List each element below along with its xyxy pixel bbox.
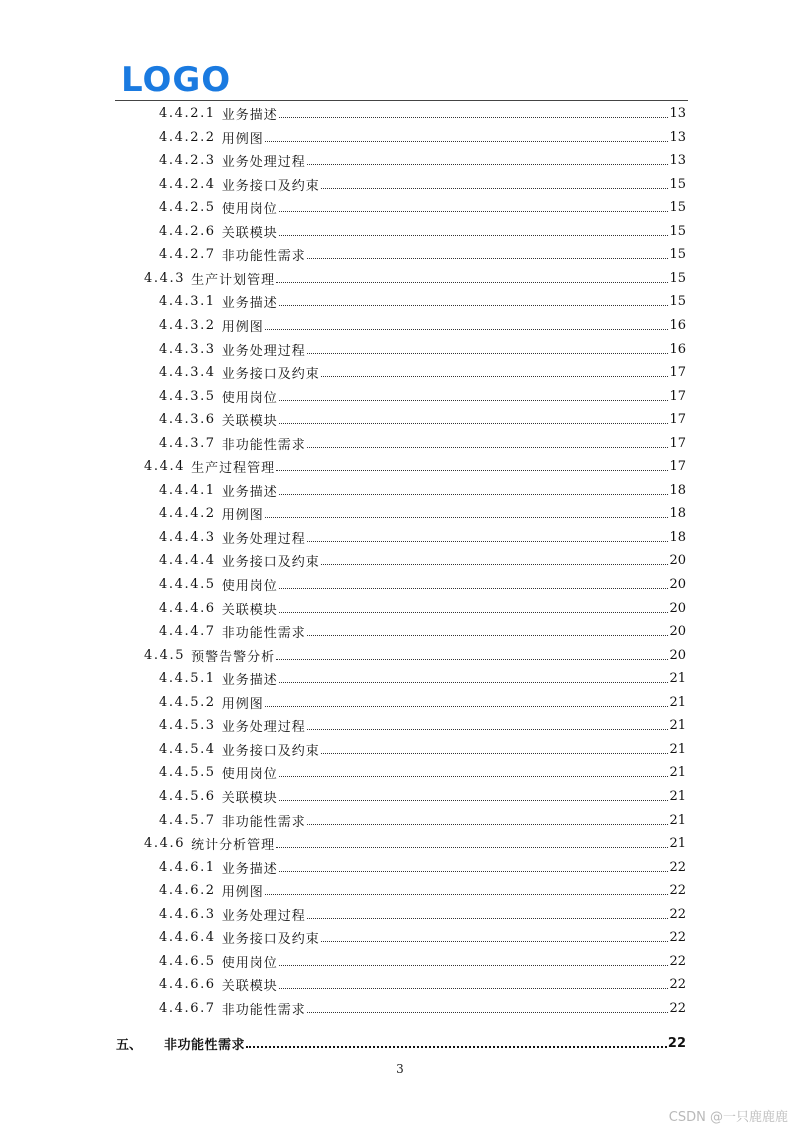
toc-leader-dots bbox=[265, 329, 669, 330]
toc-leader-dots bbox=[265, 894, 669, 895]
toc-leader-dots bbox=[265, 141, 669, 142]
toc-entry-page: 22 bbox=[669, 953, 686, 969]
toc-entry-title: 业务描述 bbox=[221, 673, 278, 689]
toc-entry-title: 统计分析管理 bbox=[191, 838, 276, 854]
toc-entry-number: 4.4.3.5 bbox=[159, 388, 216, 404]
toc-entry[interactable] bbox=[159, 126, 686, 149]
toc-entry-page: 20 bbox=[669, 553, 686, 569]
toc-entry-number: 4.4.3.2 bbox=[159, 318, 216, 333]
toc-entry[interactable] bbox=[159, 903, 686, 926]
toc-entry[interactable] bbox=[159, 597, 686, 620]
toc-leader-dots bbox=[307, 164, 669, 165]
toc-leader-dots bbox=[279, 117, 669, 118]
toc-entry[interactable] bbox=[159, 479, 686, 502]
toc-entry[interactable] bbox=[159, 408, 686, 431]
toc-entry[interactable] bbox=[159, 526, 686, 549]
toc-entry-title: 使用岗位 bbox=[221, 767, 278, 783]
toc-entry-page: 18 bbox=[669, 506, 686, 522]
toc-entry-title: 关联模块 bbox=[221, 602, 278, 618]
toc-entry-number: 4.4.3.1 bbox=[159, 294, 216, 310]
toc-entry-page: 21 bbox=[669, 718, 686, 734]
toc-entry-number: 4.4.4.1 bbox=[159, 482, 216, 498]
toc-entry[interactable] bbox=[159, 926, 686, 949]
toc-entry[interactable] bbox=[159, 361, 686, 384]
toc-leader-dots bbox=[307, 824, 669, 825]
toc-leader-dots bbox=[279, 400, 669, 401]
toc-leader-dots bbox=[279, 305, 669, 306]
watermark: CSDN @一只鹿鹿鹿 bbox=[668, 1110, 788, 1125]
toc-entry-page: 16 bbox=[669, 318, 686, 333]
toc-entry[interactable] bbox=[159, 785, 686, 808]
toc-leader-dots bbox=[276, 282, 668, 283]
toc-entry-number: 4.4.3.7 bbox=[159, 435, 216, 451]
toc-leader-dots bbox=[276, 847, 668, 848]
toc-entry-title: 业务处理过程 bbox=[221, 908, 306, 924]
toc-leader-dots bbox=[276, 470, 668, 471]
toc-entry-title: 用例图 bbox=[221, 508, 264, 524]
toc-entry-page: 17 bbox=[669, 435, 686, 451]
toc-entry-number: 4.4.4.3 bbox=[159, 529, 216, 545]
toc-entry-page: 17 bbox=[669, 412, 686, 428]
toc-entry-title: 使用岗位 bbox=[221, 955, 278, 971]
toc-entry[interactable] bbox=[159, 573, 686, 596]
toc-entry[interactable] bbox=[159, 196, 686, 219]
toc-entry-title: 生产计划管理 bbox=[191, 272, 276, 288]
toc-entry-number: 4.4.4.2 bbox=[159, 506, 216, 522]
toc-entry-title: 关联模块 bbox=[221, 414, 278, 430]
toc-entry-number: 4.4.4.5 bbox=[159, 577, 216, 592]
toc-entry-page: 21 bbox=[669, 741, 686, 757]
toc-entry-title: 业务接口及约束 bbox=[221, 178, 320, 194]
toc-entry-number: 4.4.5.7 bbox=[159, 812, 216, 828]
toc-entry[interactable] bbox=[159, 738, 686, 761]
toc-entry-title: 业务接口及约束 bbox=[221, 367, 320, 383]
toc-entry-title: 非功能性需求 bbox=[221, 249, 306, 265]
toc-entry[interactable] bbox=[159, 879, 686, 902]
toc-entry-number: 4.4.2.1 bbox=[159, 106, 216, 121]
toc-entry-title: 用例图 bbox=[221, 696, 264, 712]
toc-entry-number: 4.4.4.7 bbox=[159, 624, 216, 640]
toc-leader-dots bbox=[307, 635, 669, 636]
toc-entry-title: 生产过程管理 bbox=[191, 461, 276, 477]
toc-entry-title: 非功能性需求 bbox=[221, 814, 306, 830]
toc-leader-dots bbox=[307, 541, 669, 542]
toc-entry-page: 17 bbox=[669, 365, 686, 381]
toc-entry[interactable] bbox=[159, 950, 686, 973]
toc-entry-page: 22 bbox=[669, 859, 686, 875]
toc-entry-title: 用例图 bbox=[221, 131, 264, 147]
toc-entry-title: 业务处理过程 bbox=[221, 720, 306, 736]
toc-leader-dots bbox=[279, 612, 669, 613]
logo: LOGO bbox=[121, 60, 232, 100]
toc-entry-number: 4.4.2.5 bbox=[159, 200, 216, 216]
toc-entry-number: 4.4.2.7 bbox=[159, 247, 216, 263]
toc-entry[interactable] bbox=[144, 644, 686, 667]
toc-entry-page: 15 bbox=[669, 294, 686, 310]
toc-entry-number: 4.4.4.6 bbox=[159, 600, 216, 616]
toc-entry-title: 关联模块 bbox=[221, 791, 278, 806]
toc-leader-dots bbox=[279, 211, 669, 212]
toc-entry-number: 4.4.4.4 bbox=[159, 553, 216, 569]
toc-entry-page: 22 bbox=[667, 1035, 686, 1051]
toc-entry[interactable] bbox=[159, 385, 686, 408]
toc-entry-page: 22 bbox=[669, 977, 686, 993]
toc-entry-title: 使用岗位 bbox=[221, 390, 278, 406]
toc-leader-dots bbox=[321, 376, 669, 377]
toc-entry-page: 20 bbox=[669, 624, 686, 640]
toc-entry[interactable] bbox=[159, 314, 686, 337]
toc-entry-page: 17 bbox=[669, 459, 686, 475]
toc-entry-number: 4.4.3 bbox=[144, 270, 186, 286]
toc-entry-page: 21 bbox=[669, 694, 686, 710]
toc-leader-dots bbox=[246, 1046, 667, 1048]
toc-entry-title: 非功能性需求 bbox=[221, 437, 306, 453]
toc-entry-number: 五、 bbox=[116, 1037, 143, 1053]
header-divider bbox=[115, 100, 688, 101]
toc-leader-dots bbox=[265, 706, 669, 707]
toc-entry-page: 22 bbox=[669, 1000, 686, 1016]
toc-entry-number: 4.4.6.5 bbox=[159, 953, 216, 969]
toc-leader-dots bbox=[279, 682, 669, 683]
toc-leader-dots bbox=[307, 353, 669, 354]
toc-entry-title: 用例图 bbox=[221, 320, 264, 335]
toc-entry-title: 非功能性需求 bbox=[221, 1002, 306, 1018]
toc-entry-page: 15 bbox=[669, 223, 686, 239]
toc-entry[interactable] bbox=[159, 997, 686, 1020]
toc-entry-page: 20 bbox=[669, 647, 686, 663]
toc-entry-page: 21 bbox=[669, 671, 686, 687]
toc-leader-dots bbox=[276, 659, 668, 660]
toc-leader-dots bbox=[307, 258, 669, 259]
toc-entry-page: 22 bbox=[669, 930, 686, 946]
toc-entry-number: 4.4.2.6 bbox=[159, 223, 216, 239]
toc-entry-title: 非功能性需求 bbox=[164, 1037, 246, 1053]
toc-entry[interactable] bbox=[159, 102, 686, 125]
toc-entry[interactable] bbox=[159, 243, 686, 266]
toc-entry[interactable] bbox=[159, 667, 686, 690]
toc-leader-dots bbox=[279, 588, 669, 589]
toc-entry-number: 4.4.3.6 bbox=[159, 412, 216, 428]
toc-leader-dots bbox=[265, 517, 669, 518]
toc-entry-title: 关联模块 bbox=[221, 979, 278, 995]
toc-entry-number: 4.4.6.1 bbox=[159, 859, 216, 875]
toc-entry-page: 20 bbox=[669, 577, 686, 592]
toc-entry[interactable] bbox=[159, 714, 686, 737]
toc-entry-page: 13 bbox=[669, 153, 686, 169]
toc-entry[interactable] bbox=[159, 761, 686, 784]
toc-entry-title: 业务描述 bbox=[221, 296, 278, 312]
toc-entry-page: 20 bbox=[669, 600, 686, 616]
toc-entry-title: 使用岗位 bbox=[221, 202, 278, 218]
toc-entry-number: 4.4.6.4 bbox=[159, 930, 216, 946]
toc-entry-number: 4.4.3.4 bbox=[159, 365, 216, 381]
toc-entry-title: 业务描述 bbox=[221, 108, 278, 123]
toc-leader-dots bbox=[321, 753, 669, 754]
toc-entry-number: 4.4.5.4 bbox=[159, 741, 216, 757]
toc-leader-dots bbox=[279, 494, 669, 495]
toc-leader-dots bbox=[279, 965, 669, 966]
toc-leader-dots bbox=[321, 564, 669, 565]
toc-leader-dots bbox=[321, 188, 669, 189]
toc-entry-number: 4.4.5.1 bbox=[159, 671, 216, 687]
toc-entry-title: 关联模块 bbox=[221, 225, 278, 241]
toc-entry-number: 4.4.5.3 bbox=[159, 718, 216, 734]
toc-entry-page: 15 bbox=[669, 247, 686, 263]
toc-entry[interactable] bbox=[159, 691, 686, 714]
toc-entry[interactable] bbox=[159, 549, 686, 572]
toc-entry[interactable] bbox=[159, 149, 686, 172]
toc-entry[interactable] bbox=[159, 809, 686, 832]
toc-entry-page: 21 bbox=[669, 789, 686, 804]
toc-leader-dots bbox=[307, 1012, 669, 1013]
toc-entry-number: 4.4.5 bbox=[144, 647, 186, 663]
toc-entry-page: 17 bbox=[669, 388, 686, 404]
toc-entry-page: 18 bbox=[669, 482, 686, 498]
toc-entry[interactable] bbox=[159, 290, 686, 313]
toc-entry-number: 4.4.4 bbox=[144, 459, 186, 475]
toc-entry[interactable] bbox=[144, 455, 686, 478]
toc-leader-dots bbox=[321, 941, 669, 942]
toc-entry-title: 业务接口及约束 bbox=[221, 743, 320, 759]
toc-entry-page: 21 bbox=[669, 765, 686, 781]
toc-entry-page: 16 bbox=[669, 341, 686, 357]
toc-entry-page: 21 bbox=[669, 836, 686, 852]
toc-leader-dots bbox=[279, 423, 669, 424]
toc-entry-number: 4.4.5.2 bbox=[159, 694, 216, 710]
toc-entry-page: 15 bbox=[669, 200, 686, 216]
toc-entry-page: 22 bbox=[669, 906, 686, 922]
toc-entry[interactable] bbox=[159, 502, 686, 525]
toc-entry-title: 业务处理过程 bbox=[221, 531, 306, 547]
toc-entry-page: 13 bbox=[669, 106, 686, 121]
toc-leader-dots bbox=[279, 800, 669, 801]
toc-entry-title: 业务接口及约束 bbox=[221, 932, 320, 948]
toc-entry[interactable] bbox=[116, 1032, 686, 1055]
toc-entry-number: 4.4.5.6 bbox=[159, 789, 216, 804]
toc-entry[interactable] bbox=[159, 173, 686, 196]
toc-entry-number: 4.4.2.4 bbox=[159, 176, 216, 192]
toc-entry-number: 4.4.2.3 bbox=[159, 153, 216, 169]
toc-entry-page: 13 bbox=[669, 129, 686, 145]
toc-leader-dots bbox=[307, 918, 669, 919]
toc-entry-title: 业务处理过程 bbox=[221, 155, 306, 171]
toc-entry-number: 4.4.5.5 bbox=[159, 765, 216, 781]
toc-entry-number: 4.4.6 bbox=[144, 836, 186, 852]
toc-entry-title: 用例图 bbox=[221, 885, 264, 901]
toc-entry-title: 业务接口及约束 bbox=[221, 555, 320, 571]
toc-leader-dots bbox=[307, 447, 669, 448]
toc-entry-number: 4.4.3.3 bbox=[159, 341, 216, 357]
toc-entry[interactable] bbox=[159, 432, 686, 455]
toc-entry[interactable] bbox=[159, 620, 686, 643]
toc-entry[interactable] bbox=[159, 973, 686, 996]
toc-entry-page: 15 bbox=[669, 176, 686, 192]
toc-leader-dots bbox=[279, 988, 669, 989]
toc-entry[interactable] bbox=[159, 220, 686, 243]
toc-entry[interactable] bbox=[159, 856, 686, 879]
toc-entry-title: 业务描述 bbox=[221, 484, 278, 500]
toc-leader-dots bbox=[279, 235, 669, 236]
toc-entry-number: 4.4.2.2 bbox=[159, 129, 216, 145]
toc-entry-title: 业务处理过程 bbox=[221, 343, 306, 359]
toc-entry-title: 非功能性需求 bbox=[221, 626, 306, 642]
toc-leader-dots bbox=[279, 776, 669, 777]
toc-entry-number: 4.4.6.2 bbox=[159, 883, 216, 899]
toc-entry-title: 使用岗位 bbox=[221, 579, 278, 594]
toc-entry[interactable] bbox=[144, 267, 686, 290]
toc-entry-number: 4.4.6.7 bbox=[159, 1000, 216, 1016]
page-number: 3 bbox=[396, 1062, 404, 1076]
toc-entry-title: 业务描述 bbox=[221, 861, 278, 877]
toc-entry-number: 4.4.6.6 bbox=[159, 977, 216, 993]
toc-leader-dots bbox=[307, 729, 669, 730]
toc-entry-title: 预警告警分析 bbox=[191, 649, 276, 665]
toc-entry-page: 21 bbox=[669, 812, 686, 828]
toc-entry-page: 15 bbox=[669, 270, 686, 286]
toc-leader-dots bbox=[279, 871, 669, 872]
toc-entry-number: 4.4.6.3 bbox=[159, 906, 216, 922]
toc-entry[interactable] bbox=[144, 832, 686, 855]
toc-entry[interactable] bbox=[159, 338, 686, 361]
toc-entry-page: 22 bbox=[669, 883, 686, 899]
toc-entry-page: 18 bbox=[669, 529, 686, 545]
